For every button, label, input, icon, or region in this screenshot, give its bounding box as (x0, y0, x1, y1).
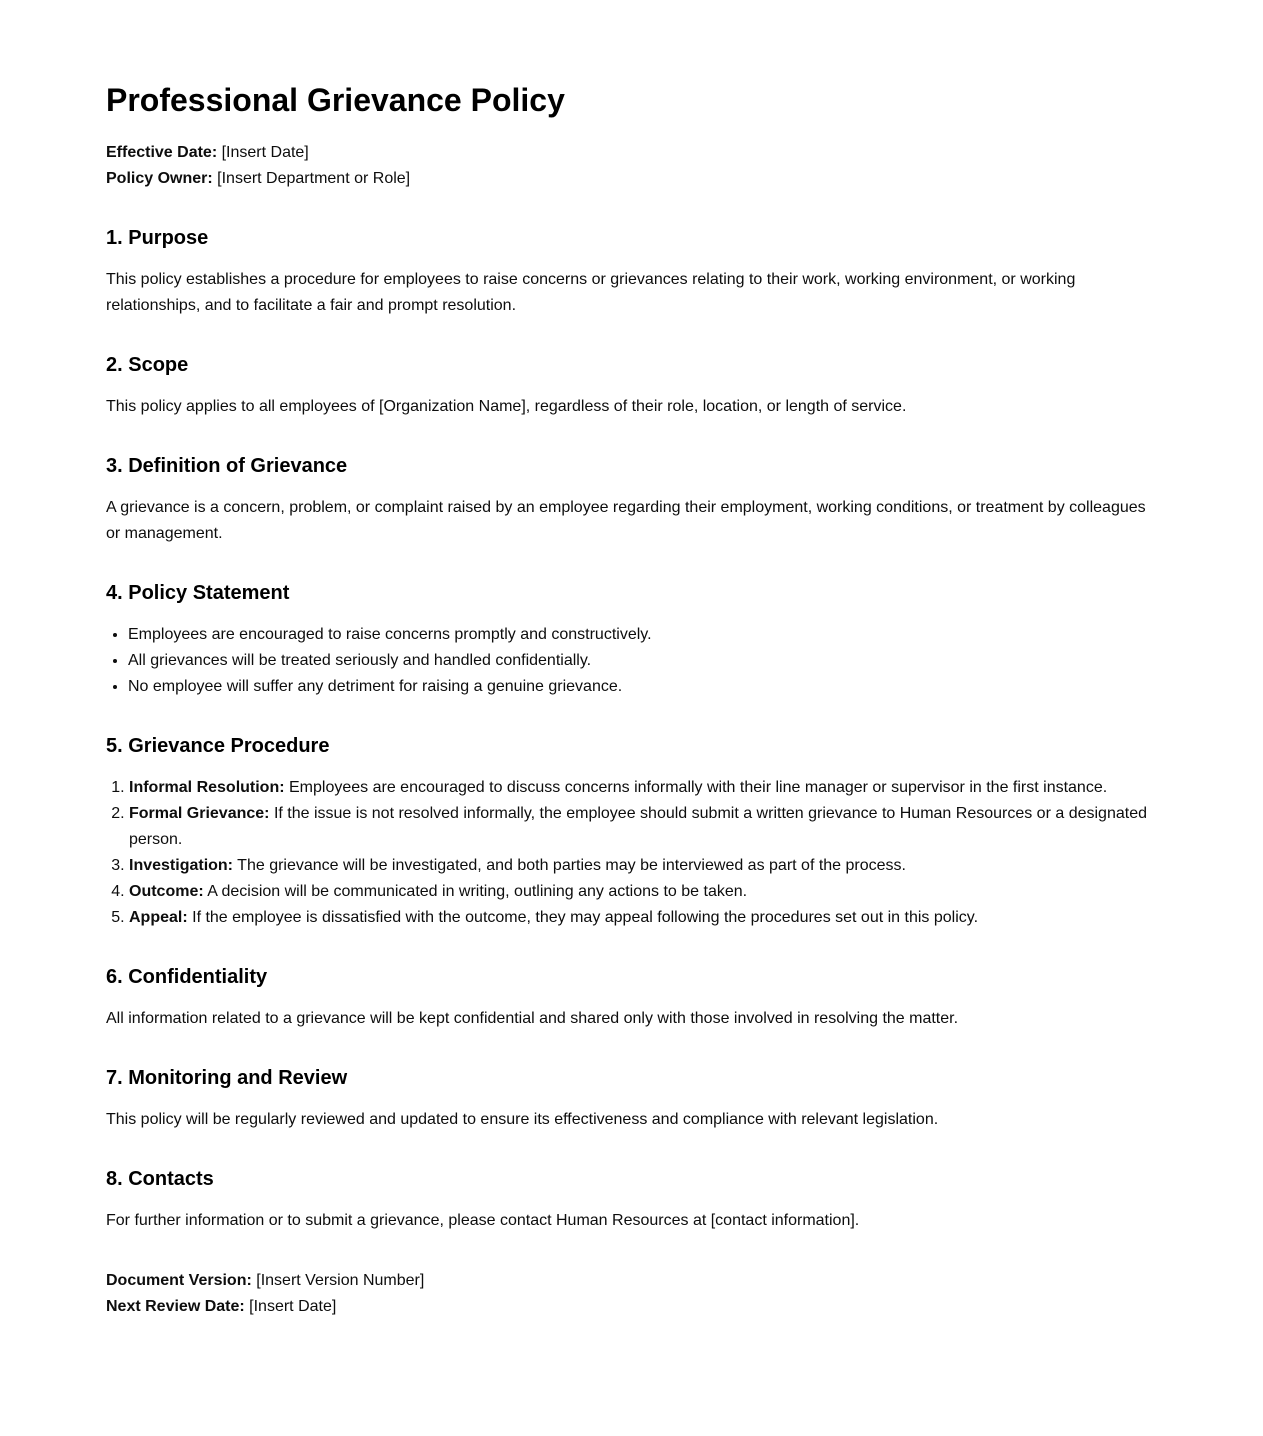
effective-date-value: [Insert Date] (217, 144, 309, 161)
policy-owner-line (106, 166, 1157, 192)
list-item: • No employee will suffer any detriment for raising a genuine grievance. (128, 674, 1157, 700)
section-heading-policy-statement: 4. Policy Statement (106, 582, 290, 604)
section-heading-contacts: 8. Contacts (106, 1168, 214, 1190)
section-paragraph-contacts: For further information or to submit a grievance, please contact Human Resources at [contact information]. (106, 1212, 860, 1229)
list-item: • All grievances will be treated seriously and handled confidentially. (128, 648, 1157, 674)
section-purpose (106, 226, 1157, 319)
effective-date-line (106, 140, 1157, 166)
list-item: • Employees are encouraged to raise concerns promptly and constructively. (128, 622, 1157, 648)
section-paragraph-monitoring-review: This policy will be regularly reviewed and updated to ensure its effectiveness and compliance with relevant legislation. (106, 1111, 939, 1128)
list-item (129, 801, 1157, 853)
section-heading-confidentiality: 6. Confidentiality (106, 966, 268, 988)
section-scope (106, 353, 1157, 420)
section-policy-statement (106, 581, 1157, 700)
document-title: Professional Grievance Policy (106, 82, 565, 118)
section-heading-scope: 2. Scope (106, 354, 189, 376)
list-item (129, 853, 1157, 879)
next-review-date-line (106, 1294, 1157, 1320)
effective-date-label: Effective Date: (106, 144, 218, 161)
list-item-text: Employees are encouraged to discuss concerns informally with their line manager or supervisor in the first instance. (284, 779, 1108, 796)
list-item (129, 879, 1157, 905)
section-paragraph-scope: This policy applies to all employees of [Organization Name], regardless of their role, location, or length of service. (106, 398, 907, 415)
section-confidentiality (106, 965, 1157, 1032)
list-item-label: Investigation: (129, 857, 234, 874)
section-grievance-procedure (106, 734, 1157, 931)
section-monitoring-review (106, 1066, 1157, 1133)
list-item-text: If the issue is not resolved informally, the employee should submit a written grievance to Human Resources or a designated person. (129, 805, 1147, 848)
list-item-label: Informal Resolution: (129, 779, 285, 796)
section-heading-definition: 3. Definition of Grievance (106, 455, 348, 477)
section-paragraph-confidentiality: All information related to a grievance will be kept confidential and shared only with those involved in resolving the matter. (106, 1010, 959, 1027)
policy-owner-label: Policy Owner: (106, 170, 213, 187)
list-item-text: If the employee is dissatisfied with the outcome, they may appeal following the procedures set out in this policy. (187, 909, 979, 926)
list-item-label: Appeal: (129, 909, 188, 926)
document-version-value: [Insert Version Number] (251, 1272, 425, 1289)
document-version-label: Document Version: (106, 1272, 252, 1289)
section-heading-grievance-procedure: 5. Grievance Procedure (106, 735, 330, 757)
list-item-label: Formal Grievance: (129, 805, 270, 822)
list-item (129, 775, 1157, 801)
document-footer (106, 1268, 1157, 1320)
section-heading-purpose: 1. Purpose (106, 227, 209, 249)
next-review-date-value: [Insert Date] (244, 1298, 337, 1315)
policy-owner-value: [Insert Department or Role] (212, 170, 411, 187)
next-review-date-label: Next Review Date: (106, 1298, 245, 1315)
policy-statement-bullet-list (106, 622, 1157, 700)
section-contacts (106, 1167, 1157, 1234)
grievance-procedure-numbered-list (106, 775, 1157, 931)
section-paragraph-purpose: This policy establishes a procedure for employees to raise concerns or grievances relating to their work, working environment, or working relationships, and to facilitate a fair and prompt resolution. (106, 271, 1076, 314)
list-item-label: Outcome: (129, 883, 204, 900)
list-item (129, 905, 1157, 931)
section-heading-monitoring-review: 7. Monitoring and Review (106, 1067, 348, 1089)
list-item-text: The grievance will be investigated, and both parties may be interviewed as part of the process. (233, 857, 906, 874)
document-version-line (106, 1268, 1157, 1294)
section-definition (106, 454, 1157, 547)
document-meta (106, 140, 1157, 192)
list-item-text: A decision will be communicated in writing, outlining any actions to be taken. (203, 883, 748, 900)
section-paragraph-definition: A grievance is a concern, problem, or complaint raised by an employee regarding their employment, working conditions, or treatment by colleagues or management. (106, 499, 1146, 542)
